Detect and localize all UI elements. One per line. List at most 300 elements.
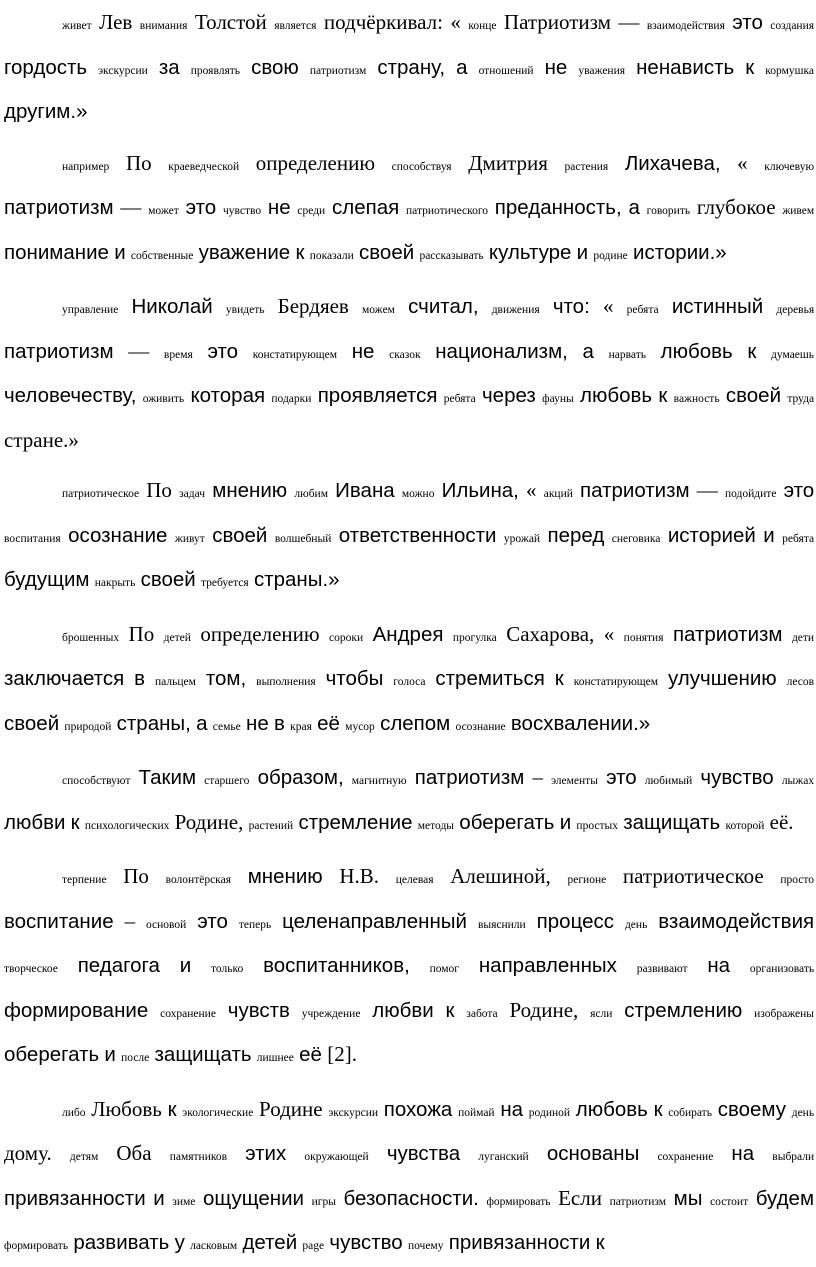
inserted-small-word: живем bbox=[782, 205, 815, 217]
text-word: определению bbox=[255, 150, 376, 175]
inserted-small-word: конце bbox=[468, 20, 497, 32]
text-word: и bbox=[153, 1186, 165, 1210]
text-word: чтобы bbox=[325, 667, 384, 690]
text-word: слепая bbox=[331, 196, 400, 219]
text-word: Николай bbox=[131, 295, 213, 318]
paragraph bbox=[4, 757, 814, 846]
text-word: целенаправленный bbox=[282, 909, 467, 933]
text-word: оберегать bbox=[4, 1043, 100, 1066]
inserted-small-word: родине bbox=[593, 249, 628, 262]
inserted-small-word: осознание bbox=[455, 720, 506, 733]
text-word: ответственности bbox=[338, 523, 497, 547]
inserted-small-word: сказок bbox=[389, 348, 421, 361]
text-word: а bbox=[456, 55, 468, 79]
inserted-small-word: говорить bbox=[646, 205, 691, 217]
text-word: Патриотизм bbox=[503, 10, 611, 34]
text-word: своей bbox=[140, 568, 196, 591]
inserted-small-word: является bbox=[274, 20, 317, 32]
inserted-small-word: ласковым bbox=[190, 1240, 238, 1252]
inserted-small-word: патриотизм bbox=[609, 1195, 667, 1208]
inserted-small-word: движения bbox=[491, 304, 540, 316]
inserted-small-word: управление bbox=[62, 304, 119, 316]
text-word: проявляется bbox=[317, 384, 438, 407]
text-word: любовь bbox=[580, 384, 653, 407]
text-word: не bbox=[351, 339, 375, 363]
inserted-small-word: способствуют bbox=[62, 775, 131, 787]
text-word: её. bbox=[769, 809, 794, 834]
text-word: Н.В. bbox=[339, 864, 380, 888]
inserted-small-word: может bbox=[148, 205, 179, 217]
inserted-small-word: формировать bbox=[486, 1195, 551, 1208]
text-word: Родине, bbox=[174, 809, 244, 834]
text-word: том, bbox=[205, 667, 247, 690]
inserted-small-word: сохранение bbox=[657, 1151, 714, 1163]
text-word: дому. bbox=[4, 1141, 52, 1165]
inserted-small-word: показали bbox=[309, 249, 354, 262]
inserted-small-word: взаимодействия bbox=[646, 20, 725, 32]
inserted-small-word: экскурсии bbox=[98, 64, 148, 77]
inserted-small-word: лыжах bbox=[781, 775, 815, 787]
inserted-small-word: внимания bbox=[139, 20, 188, 32]
paragraph bbox=[4, 2, 814, 133]
inserted-small-word: среди bbox=[297, 205, 326, 217]
text-word: — bbox=[696, 478, 718, 502]
text-word: а bbox=[582, 339, 594, 363]
text-word: это bbox=[606, 766, 637, 789]
text-word: [2]. bbox=[327, 1042, 357, 1066]
inserted-small-word: состоит bbox=[710, 1195, 749, 1208]
inserted-small-word: думаешь bbox=[771, 348, 815, 361]
inserted-small-word: магнитную bbox=[351, 775, 407, 787]
inserted-small-word: живет bbox=[62, 20, 92, 32]
paragraph bbox=[4, 286, 814, 460]
inserted-small-word: важность bbox=[673, 393, 720, 405]
text-word: истории.» bbox=[633, 240, 727, 264]
text-word: этих bbox=[245, 1142, 287, 1165]
text-word: любви bbox=[372, 998, 434, 1022]
text-word: к bbox=[70, 810, 80, 834]
text-word: чувств bbox=[227, 998, 290, 1022]
text-word: — bbox=[618, 10, 640, 34]
inserted-small-word: день bbox=[791, 1106, 815, 1119]
text-word: патриотизм bbox=[414, 766, 525, 789]
text-word: ненависть bbox=[636, 55, 735, 79]
inserted-small-word: можно bbox=[401, 488, 435, 500]
text-word: Оба bbox=[116, 1141, 152, 1165]
inserted-small-word: снеговика bbox=[611, 532, 661, 545]
inserted-small-word: родиной bbox=[528, 1106, 571, 1119]
text-word: Лев bbox=[99, 10, 133, 34]
text-word: что: bbox=[552, 295, 590, 318]
text-word: и bbox=[763, 523, 775, 547]
inserted-small-word: творческое bbox=[4, 963, 58, 975]
text-word: своей bbox=[212, 523, 268, 547]
text-word: глубокое bbox=[696, 195, 776, 219]
text-word: Родине bbox=[259, 1096, 323, 1121]
inserted-small-word: терпение bbox=[62, 874, 107, 886]
inserted-small-word: прогулка bbox=[452, 631, 497, 644]
text-word: на bbox=[731, 1142, 755, 1165]
text-word: Лихачева, bbox=[624, 151, 721, 175]
inserted-small-word: подойдите bbox=[724, 488, 777, 500]
text-word: патриотизм bbox=[4, 196, 114, 219]
inserted-small-word: методы bbox=[417, 819, 455, 832]
inserted-small-word: фауны bbox=[542, 393, 574, 405]
inserted-small-word: дети bbox=[791, 631, 815, 644]
text-word: восхвалении.» bbox=[510, 711, 651, 735]
text-word: человечеству, bbox=[4, 384, 137, 407]
inserted-small-word: накрыть bbox=[94, 577, 136, 589]
text-word: за bbox=[158, 55, 180, 79]
text-word: основаны bbox=[546, 1142, 640, 1165]
text-word: через bbox=[482, 384, 536, 407]
inserted-small-word: растений bbox=[248, 819, 294, 832]
text-word: Андрея bbox=[372, 622, 444, 646]
inserted-small-word: голоса bbox=[393, 676, 426, 688]
text-word: « bbox=[450, 10, 461, 34]
paragraph bbox=[4, 143, 814, 277]
text-word: — bbox=[120, 195, 142, 219]
paragraph bbox=[4, 614, 814, 748]
text-word: Ивана bbox=[335, 479, 395, 502]
text-word: патриотическое bbox=[622, 864, 764, 888]
text-word: не bbox=[267, 196, 291, 219]
inserted-small-word: старшего bbox=[204, 775, 250, 787]
text-word: стремиться bbox=[435, 667, 545, 690]
inserted-small-word: день bbox=[624, 918, 648, 931]
inserted-small-word: отношений bbox=[478, 64, 534, 77]
inserted-small-word: регионе bbox=[567, 874, 607, 886]
text-word: к bbox=[747, 339, 757, 363]
inserted-small-word: уважения bbox=[578, 64, 626, 77]
text-word: страны, bbox=[116, 711, 191, 735]
inserted-small-word: только bbox=[211, 963, 244, 975]
text-word: Сахарова, bbox=[506, 621, 595, 646]
text-word: защищать bbox=[623, 810, 721, 834]
inserted-small-word: выяснили bbox=[477, 918, 526, 931]
text-word: процесс bbox=[536, 909, 614, 933]
text-word: к bbox=[745, 55, 755, 79]
text-word: подчёркивал: bbox=[323, 10, 443, 34]
text-word: страны.» bbox=[253, 568, 340, 591]
text-word: Если bbox=[558, 1185, 602, 1210]
text-word: заключается bbox=[4, 667, 125, 690]
inserted-small-word: брошенных bbox=[62, 631, 120, 644]
text-word: это bbox=[783, 479, 815, 502]
inserted-small-word: учреждение bbox=[301, 1007, 361, 1020]
text-word: гордость bbox=[4, 55, 88, 79]
text-word: « bbox=[737, 150, 748, 175]
inserted-small-word: требуется bbox=[201, 577, 249, 589]
inserted-small-word: кормушка bbox=[765, 64, 815, 77]
text-word: патриотизм bbox=[580, 479, 690, 502]
inserted-small-word: выбрали bbox=[772, 1151, 815, 1163]
inserted-small-word: урожай bbox=[503, 532, 541, 545]
text-word: стремлению bbox=[624, 998, 743, 1022]
inserted-small-word: собственные bbox=[130, 249, 194, 262]
inserted-small-word: луганский bbox=[478, 1151, 529, 1163]
inserted-small-word: памятников bbox=[169, 1151, 228, 1163]
inserted-small-word: волшебный bbox=[274, 532, 332, 545]
text-word: понимание bbox=[4, 240, 109, 264]
text-word: защищать bbox=[154, 1043, 252, 1066]
text-word: любовь bbox=[575, 1097, 648, 1121]
inserted-small-word: лесов bbox=[786, 676, 815, 688]
text-word: педагога bbox=[77, 954, 160, 977]
inserted-small-word: целевая bbox=[395, 874, 434, 886]
text-word: Дмитрия bbox=[468, 150, 548, 175]
inserted-small-word: сохранение bbox=[160, 1007, 216, 1020]
text-word: к bbox=[295, 240, 305, 264]
inserted-small-word: просто bbox=[780, 874, 815, 886]
inserted-small-word: чувство bbox=[222, 205, 262, 217]
text-word: формирование bbox=[4, 998, 149, 1022]
text-word: и bbox=[559, 810, 572, 834]
inserted-small-word: труда bbox=[787, 393, 815, 405]
text-word: развивать bbox=[73, 1231, 170, 1254]
text-word: оберегать bbox=[459, 810, 555, 834]
text-word: и bbox=[114, 240, 126, 264]
text-word: слепом bbox=[380, 711, 451, 735]
text-word: её bbox=[317, 711, 340, 735]
text-word: к bbox=[658, 384, 668, 407]
text-word: и bbox=[179, 954, 192, 977]
text-word: истинный bbox=[671, 295, 764, 318]
inserted-small-word: семье bbox=[212, 720, 241, 733]
inserted-small-word: детей bbox=[163, 631, 191, 644]
text-word: стремление bbox=[298, 810, 413, 834]
inserted-small-word: патриотического bbox=[405, 205, 489, 217]
paragraph bbox=[4, 470, 814, 604]
inserted-small-word: забота bbox=[466, 1007, 498, 1020]
inserted-small-word: можем bbox=[362, 304, 395, 316]
inserted-small-word: детям bbox=[69, 1151, 99, 1163]
text-word: воспитанников, bbox=[263, 954, 410, 977]
text-word: на bbox=[500, 1097, 524, 1121]
inserted-small-word: увидеть bbox=[225, 304, 265, 316]
inserted-small-word: живут bbox=[174, 532, 205, 545]
inserted-small-word: простых bbox=[576, 819, 618, 832]
text-word: « bbox=[602, 294, 614, 318]
text-word: привязанности bbox=[4, 1186, 146, 1210]
text-word: « bbox=[603, 621, 615, 646]
text-word: « bbox=[526, 478, 537, 502]
inserted-small-word: пальцем bbox=[155, 676, 196, 688]
inserted-small-word: развивают bbox=[636, 963, 688, 975]
text-word: Таким bbox=[138, 766, 197, 789]
text-word: к bbox=[167, 1097, 177, 1121]
inserted-small-word: почему bbox=[407, 1240, 444, 1252]
inserted-small-word: выполнения bbox=[256, 676, 316, 688]
text-word: воспитание bbox=[4, 909, 114, 933]
inserted-small-word: ясли bbox=[590, 1007, 613, 1020]
inserted-small-word: организовать bbox=[749, 963, 815, 975]
text-word: и bbox=[576, 240, 589, 264]
text-word: своей bbox=[359, 240, 415, 264]
inserted-small-word: окружающей bbox=[304, 1151, 369, 1163]
inserted-small-word: которой bbox=[725, 819, 765, 832]
inserted-small-word: ребята bbox=[782, 532, 815, 545]
text-word: патриотизм bbox=[672, 622, 783, 646]
text-word: Родине, bbox=[509, 997, 579, 1022]
inserted-small-word: либо bbox=[62, 1106, 86, 1119]
text-word: считал, bbox=[408, 295, 479, 318]
inserted-small-word: помог bbox=[429, 963, 460, 975]
inserted-small-word: ребята bbox=[626, 304, 659, 316]
text-word: Алешиной, bbox=[450, 864, 551, 888]
inserted-small-word: экскурсии bbox=[328, 1106, 379, 1119]
paragraph bbox=[4, 1089, 814, 1267]
text-word: в bbox=[134, 667, 146, 690]
text-word: будем bbox=[755, 1186, 815, 1210]
inserted-small-word: понятия bbox=[623, 631, 664, 644]
inserted-small-word: создания bbox=[770, 20, 815, 32]
text-word: к bbox=[445, 998, 455, 1022]
inserted-small-word: акций bbox=[543, 488, 573, 500]
inserted-small-word: волонтёрская bbox=[165, 874, 231, 886]
text-word: патриотизм bbox=[4, 339, 114, 363]
inserted-small-word: время bbox=[163, 348, 193, 361]
inserted-small-word: патриотическое bbox=[62, 488, 140, 500]
inserted-small-word: проявлять bbox=[190, 64, 241, 77]
inserted-small-word: сороки bbox=[329, 631, 364, 644]
text-word: направленных bbox=[478, 954, 617, 977]
text-word: – bbox=[532, 765, 543, 789]
text-word: Любовь bbox=[91, 1096, 162, 1121]
inserted-small-word: деревья bbox=[776, 304, 815, 316]
text-word: Толстой bbox=[194, 10, 267, 34]
inserted-small-word: способствуя bbox=[391, 160, 452, 173]
inserted-small-word: мусор bbox=[345, 720, 375, 733]
text-word: – bbox=[124, 908, 136, 933]
inserted-small-word: например bbox=[62, 160, 110, 173]
text-word: улучшению bbox=[668, 667, 777, 690]
text-word: По bbox=[128, 621, 155, 646]
inserted-small-word: собирать bbox=[668, 1106, 712, 1119]
text-word: Ильина, bbox=[441, 479, 519, 502]
inserted-small-word: любимый bbox=[644, 775, 693, 787]
text-word: детей bbox=[242, 1231, 298, 1254]
inserted-small-word: элементы bbox=[551, 775, 598, 787]
text-word: другим.» bbox=[4, 100, 88, 123]
text-word: своему bbox=[717, 1097, 786, 1121]
inserted-small-word: нарвать bbox=[608, 348, 646, 361]
text-word: мы bbox=[673, 1186, 703, 1210]
inserted-small-word: поймай bbox=[458, 1106, 495, 1119]
text-word: привязанности bbox=[448, 1231, 591, 1254]
text-word: По bbox=[123, 864, 149, 888]
inserted-small-word: ключевую bbox=[764, 160, 815, 173]
text-word: чувство bbox=[329, 1231, 403, 1254]
inserted-small-word: рассказывать bbox=[419, 249, 484, 262]
inserted-small-word: ребята bbox=[443, 393, 476, 405]
text-word: которая bbox=[190, 384, 266, 407]
text-word: осознание bbox=[68, 523, 168, 547]
text-word: Бердяев bbox=[277, 294, 349, 318]
text-word: к bbox=[653, 1097, 663, 1121]
inserted-small-word: лишнее bbox=[256, 1052, 294, 1064]
text-word: это bbox=[197, 909, 228, 933]
inserted-small-word: любим bbox=[294, 488, 328, 500]
text-word: это bbox=[185, 196, 217, 219]
text-word: — bbox=[128, 338, 150, 363]
inserted-small-word: page bbox=[302, 1240, 325, 1252]
inserted-small-word: подарки bbox=[271, 393, 312, 405]
text-word: чувства bbox=[386, 1142, 461, 1165]
text-word: её bbox=[299, 1043, 322, 1066]
text-word: По bbox=[125, 150, 152, 175]
text-word: образом, bbox=[257, 766, 344, 789]
text-word: это bbox=[207, 339, 239, 363]
text-word: страну, bbox=[377, 55, 446, 79]
text-word: не bbox=[246, 711, 269, 735]
inserted-small-word: задач bbox=[179, 488, 206, 500]
text-word: национализм, bbox=[435, 339, 568, 363]
text-word: безопасности. bbox=[343, 1186, 479, 1210]
text-word: не bbox=[544, 55, 568, 79]
inserted-small-word: игры bbox=[311, 1195, 336, 1208]
text-word: мнению bbox=[212, 479, 288, 502]
text-word: ощущении bbox=[202, 1186, 304, 1210]
text-word: у bbox=[174, 1231, 185, 1254]
inserted-small-word: теперь bbox=[238, 918, 272, 931]
inserted-small-word: констатирующем bbox=[573, 676, 659, 688]
text-word: По bbox=[146, 478, 172, 502]
text-word: это bbox=[732, 11, 763, 34]
text-word: на bbox=[707, 954, 731, 977]
inserted-small-word: краеведческой bbox=[168, 160, 240, 173]
text-word: похожа bbox=[383, 1097, 453, 1121]
inserted-small-word: основой bbox=[146, 918, 187, 931]
paragraph bbox=[4, 856, 814, 1079]
inserted-small-word: растения bbox=[564, 160, 609, 173]
text-word: будущим bbox=[4, 568, 90, 591]
inserted-small-word: экологические bbox=[182, 1106, 254, 1119]
text-word: уважение bbox=[198, 240, 291, 264]
text-word: свою bbox=[251, 55, 299, 79]
text-word: чувство bbox=[700, 766, 774, 789]
inserted-small-word: воспитания bbox=[4, 532, 61, 545]
text-word: взаимодействия bbox=[658, 909, 815, 933]
text-word: перед bbox=[547, 523, 605, 547]
text-word: стране.» bbox=[4, 427, 79, 452]
inserted-small-word: изображены bbox=[754, 1007, 814, 1020]
inserted-small-word: после bbox=[121, 1052, 150, 1064]
text-word: и bbox=[104, 1043, 116, 1066]
inserted-small-word: оживить bbox=[142, 393, 185, 405]
text-word: мнению bbox=[247, 865, 323, 888]
text-word: к bbox=[595, 1231, 605, 1254]
text-word: любви bbox=[4, 810, 66, 834]
text-word: определению bbox=[200, 621, 320, 646]
inserted-small-word: формировать bbox=[4, 1240, 69, 1252]
text-word: своей bbox=[4, 711, 60, 735]
text-word: а bbox=[196, 711, 208, 735]
text-word: к bbox=[554, 667, 564, 690]
text-word: любовь bbox=[660, 339, 733, 363]
text-word: преданность, bbox=[494, 196, 622, 219]
text-word: своей bbox=[725, 384, 782, 407]
inserted-small-word: зиме bbox=[172, 1195, 196, 1208]
inserted-small-word: психологических bbox=[84, 819, 170, 832]
text-word: в bbox=[273, 711, 285, 735]
text-word: культуре bbox=[488, 240, 572, 264]
inserted-small-word: природой bbox=[64, 720, 112, 733]
inserted-small-word: патриотизм bbox=[309, 64, 367, 77]
inserted-small-word: края bbox=[290, 720, 312, 733]
text-word: историей bbox=[667, 523, 756, 547]
inserted-small-word: констатирующем bbox=[252, 348, 338, 361]
